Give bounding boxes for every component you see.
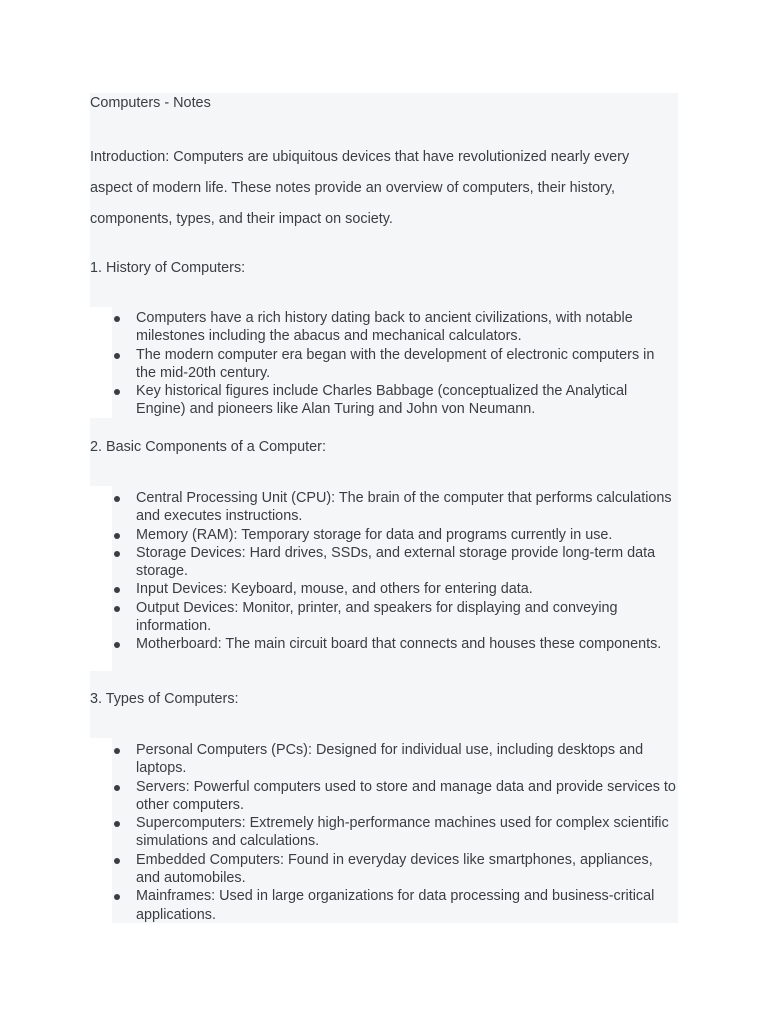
list-item: Embedded Computers: Found in everyday devices like smartphones, appliances, and automobiles. [112,851,678,888]
list-margin [90,738,112,923]
types-list [112,741,678,924]
list-item: Computers have a rich history dating back to ancient civilizations, with notable milestones including the abacus and mechanical calculators. [112,309,678,346]
section-heading-components: 2. Basic Components of a Computer: [90,439,326,455]
list-item: Storage Devices: Hard drives, SSDs, and external storage provide long-term data storage. [112,544,678,581]
list-item: Output Devices: Monitor, printer, and speakers for displaying and conveying information. [112,599,678,636]
bullet-icon [114,551,120,557]
list-item: Key historical figures include Charles Babbage (conceptualized the Analytical Engine) and pioneers like Alan Turing and John von Neumann. [112,382,678,419]
document-body [90,93,678,923]
bullet-icon [114,606,120,612]
list-item: Servers: Powerful computers used to store and manage data and provide services to other computers. [112,778,678,815]
components-list [112,489,678,654]
bullet-icon [114,316,120,322]
bullet-icon [114,858,120,864]
bullet-icon [114,587,120,593]
list-item: Supercomputers: Extremely high-performance machines used for complex scientific simulations and calculations. [112,814,678,851]
list-item: Mainframes: Used in large organizations for data processing and business-critical applications. [112,887,678,924]
bullet-icon [114,894,120,900]
intro-paragraph: Introduction: Computers are ubiquitous devices that have revolutionized nearly every aspect of modern life. These notes provide an overview of computers, their history, components, types, and their impact on society. [90,149,630,227]
bullet-icon [114,496,120,502]
bullet-icon [114,821,120,827]
list-margin [90,486,112,671]
bullet-icon [114,353,120,359]
bullet-icon [114,389,120,395]
bullet-icon [114,748,120,754]
document-title: Computers - Notes [90,95,211,111]
history-list [112,309,678,419]
list-item: Central Processing Unit (CPU): The brain of the computer that performs calculations and executes instructions. [112,489,678,526]
list-item: The modern computer era began with the development of electronic computers in the mid-20th century. [112,346,678,383]
list-item: Motherboard: The main circuit board that connects and houses these components. [112,635,678,653]
list-item: Personal Computers (PCs): Designed for individual use, including desktops and laptops. [112,741,678,778]
list-item: Memory (RAM): Temporary storage for data and programs currently in use. [112,526,678,544]
section-heading-types: 3. Types of Computers: [90,691,239,707]
section-heading-history: 1. History of Computers: [90,260,246,276]
list-item: Input Devices: Keyboard, mouse, and others for entering data. [112,580,678,598]
bullet-icon [114,642,120,648]
bullet-icon [114,533,120,539]
list-margin [90,307,112,418]
bullet-icon [114,785,120,791]
